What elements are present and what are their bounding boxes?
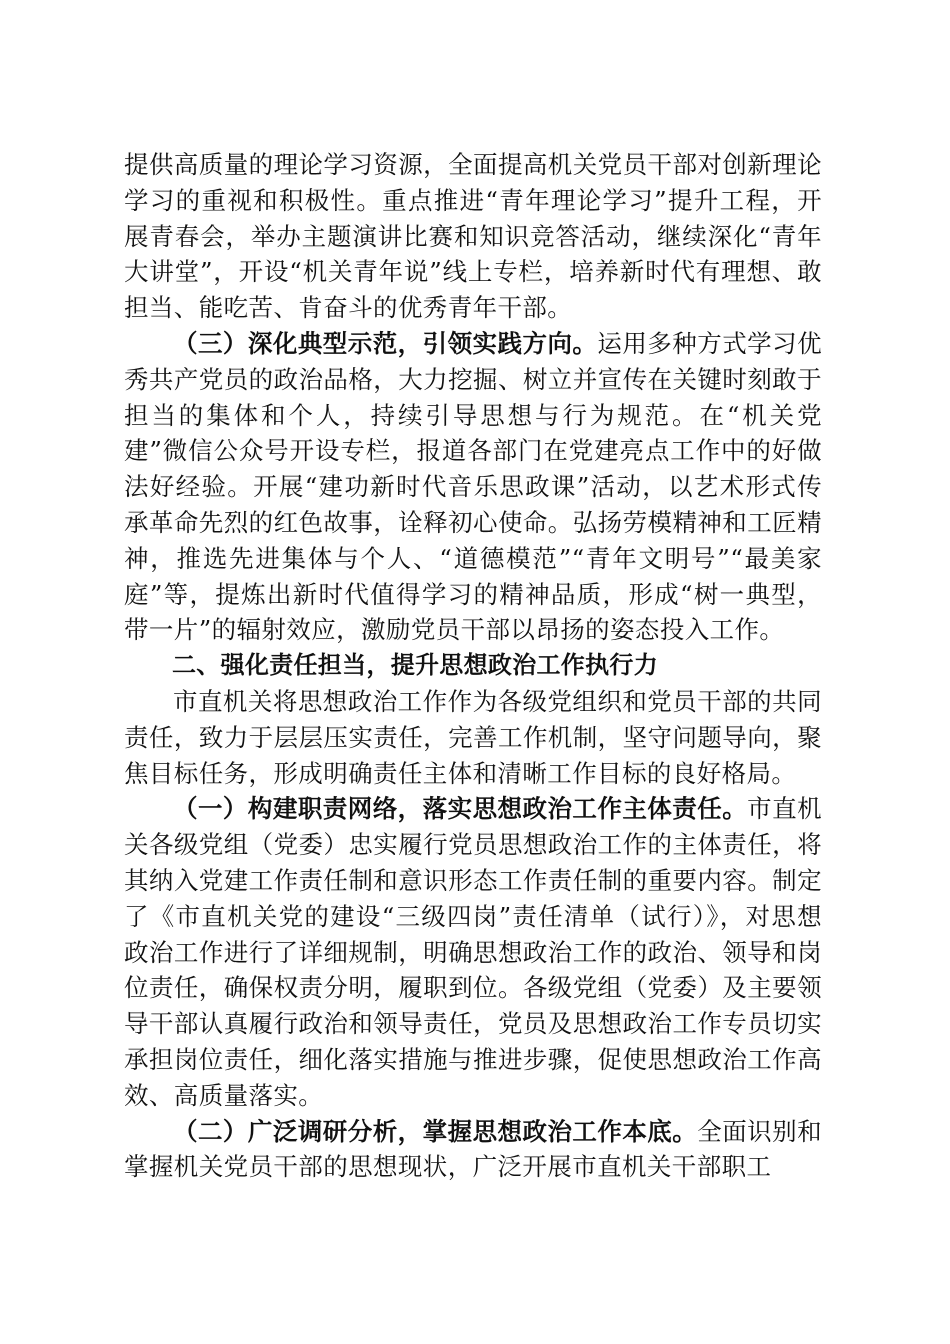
item-3-lead: （三）深化典型示范，引领实践方向。 <box>173 328 598 358</box>
item-1-paragraph <box>124 791 822 1113</box>
item-1-lead: （一）构建职责网络，落实思想政治工作主体责任。 <box>173 794 748 824</box>
item-2-paragraph <box>124 1114 822 1186</box>
section-2-heading: 二、强化责任担当，提升思想政治工作执行力 <box>172 651 658 680</box>
document-page <box>124 147 822 1185</box>
continued-paragraph: 提供高质量的理论学习资源，全面提高机关党员干部对创新理论学习的重视和积极性。重点推进“青年理论学习”提升工程，开展青春会，举办主题演讲比赛和知识竞答活动，继续深化“青年大讲堂”，开设“机关青年说”线上专栏，培养新时代有理想、敢担当、能吃苦、肯奋斗的优秀青年干部。 <box>124 150 822 323</box>
section-2-intro: 市直机关将思想政治工作作为各级党组织和党员干部的共同责任，致力于层层压实责任，完善工作机制，坚守问题导向，聚焦目标任务，形成明确责任主体和清晰工作目标的良好格局。 <box>124 686 822 788</box>
item-1-body: 市直机关各级党组（党委）忠实履行党员思想政治工作的主体责任，将其纳入党建工作责任制和意识形态工作责任制的重要内容。制定了《市直机关党的建设“三级四岗”责任清单（试行）》，对思想政治工作进行了详细规制，明确思想政治工作的政治、领导和岗位责任，确保权责分明，履职到位。各级党组（党委）及主要领导干部认真履行政治和领导责任，党员及思想政治工作专员切实承担岗位责任，细化落实措施与推进步骤，促使思想政治工作高效、高质量落实。 <box>124 794 822 1110</box>
item-2-lead: （二）广泛调研分析，掌握思想政治工作本底。 <box>173 1116 698 1146</box>
item-2-body: 全面识别和掌握机关党员干部的思想现状，广泛开展市直机关干部职工 <box>124 1116 823 1182</box>
item-3-body: 运用多种方式学习优秀共产党员的政治品格，大力挖掘、树立并宣传在关键时刻敢于担当的集体和个人，持续引导思想与行为规范。在“机关党建”微信公众号开设专栏，报道各部门在党建亮点工作中的好做法好经验。开展“建功新时代音乐思政课”活动，以艺术形式传承革命先烈的红色故事，诠释初心使命。弘扬劳模精神和工匠精神，推选先进集体与个人、“道德模范”“青年文明号”“最美家庭”等，提炼出新时代值得学习的精神品质，形成“树一典型，带一片”的辐射效应，激励党员干部以昂扬的姿态投入工作。 <box>124 328 822 645</box>
item-3-paragraph <box>124 326 822 648</box>
